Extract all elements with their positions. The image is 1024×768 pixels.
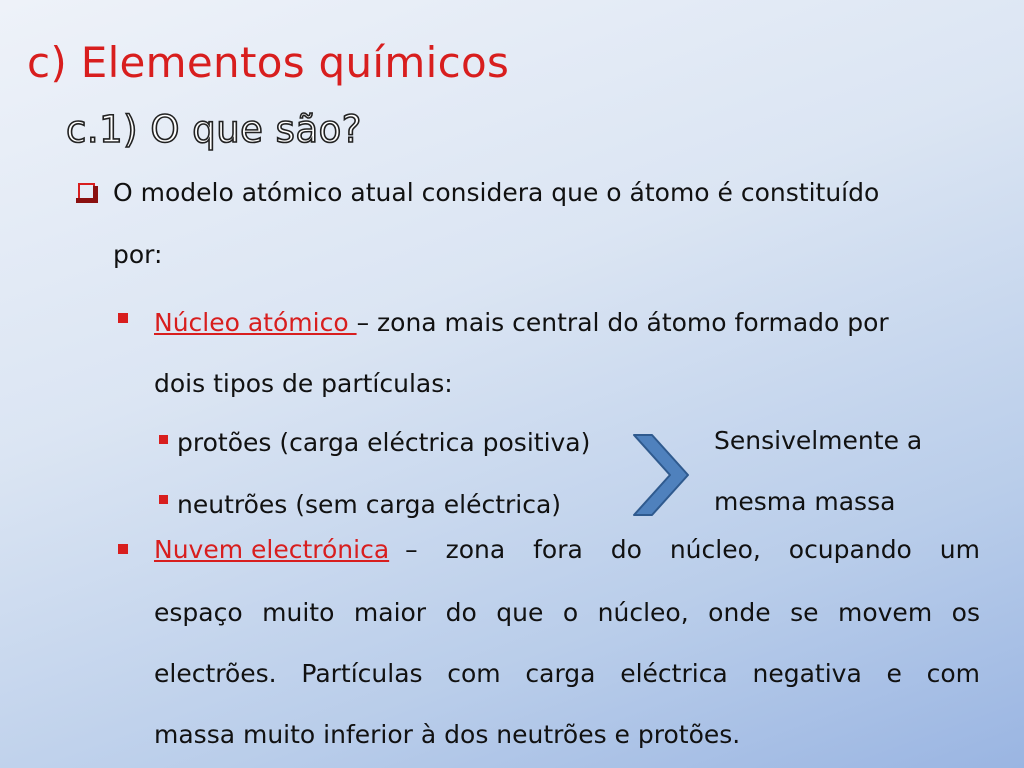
slide-title: c) Elementos químicos <box>27 38 510 87</box>
cloud-line4: massa muito inferior à dos neutrões e protões. <box>154 720 741 749</box>
bullet1-line2: por: <box>113 240 163 269</box>
cloud-line1-rest: – zona fora do núcleo, ocupando um <box>405 535 980 564</box>
bullet1-line1: O modelo atómico atual considera que o átomo é constituído <box>113 178 880 207</box>
cloud-term: Nuvem electrónica <box>154 535 390 564</box>
mass-note-line2: mesma massa <box>714 487 896 516</box>
nucleus-line2: dois tipos de partículas: <box>154 369 453 398</box>
nucleus-line1 <box>154 308 889 338</box>
square-bullet-icon <box>159 495 168 504</box>
nucleus-term: Núcleo atómico <box>154 308 357 337</box>
cloud-line2: espaço muito maior do que o núcleo, onde se movem os <box>154 598 980 627</box>
slide-subtitle: c.1) O que são? <box>66 108 362 151</box>
neutrons-item: neutrões (sem carga eléctrica) <box>177 490 562 519</box>
mass-note-line1: Sensivelmente a <box>714 426 923 455</box>
square-bullet-icon <box>118 313 128 323</box>
nucleus-line1-rest: – zona mais central do átomo formado por <box>356 308 889 337</box>
cloud-line3: electrões. Partículas com carga eléctrica negativa e com <box>154 659 980 688</box>
checkbox-icon <box>78 183 95 200</box>
square-bullet-icon <box>159 435 168 444</box>
protons-item: protões (carga eléctrica positiva) <box>177 428 591 457</box>
cloud-line1 <box>154 535 980 565</box>
chevron-right-icon <box>630 433 692 517</box>
square-bullet-icon <box>118 544 128 554</box>
